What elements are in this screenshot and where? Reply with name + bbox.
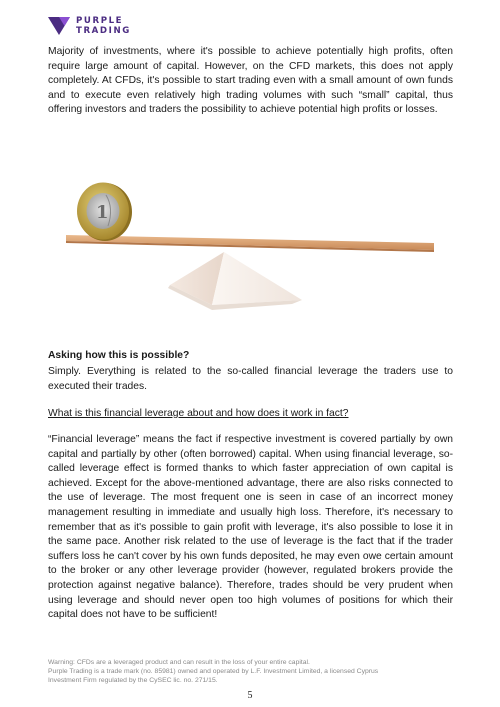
coin-value-text: 1 (96, 202, 109, 223)
intro-paragraph: Majority of investments, where it's possible to achieve potentially high profits, often require large amount of capital. However, on the CFD markets, this does not apply completely. At CFDs, it's possible to start trading even with a small amount of own funds and to execute even relatively high trading volumes with such “small” capital, thus offering investors and traders the possibility to achieve potential high profits or losses. (48, 46, 453, 116)
euro-coin-icon (77, 183, 132, 242)
footer-line-1: Warning: CFDs are a leveraged product and can result in the loss of your entire capital. (48, 659, 310, 666)
logo-line-2: TRADING (76, 26, 131, 36)
fulcrum-shape (168, 252, 302, 310)
section-heading: Asking how this is possible? (48, 350, 190, 361)
footer-line-2: Purple Trading is a trade mark (no. 85981) owned and operated by L.F. Investment Limited, a licensed Cyprus (48, 668, 379, 675)
logo-line-1: PURPLE (76, 16, 124, 26)
section-answer: Simply. Everything is related to the so-called financial leverage the traders use to executed their trades. (48, 366, 453, 392)
logo-text (76, 16, 131, 36)
logo-triangle-icon (48, 17, 70, 35)
section-body: “Financial leverage” means the fact if respective investment is covered partially by own capital and partially by other (often borrowed) capital. When using financial leverage, so-called leverage effect is formed thanks to which faster appreciation of own capital is achieved. Except for the above-mentioned advantage, there are also risks connected to the use of leverage. The most frequent one is seen in case of an incorrect money management resulting in immediate and usually high loss. Therefore, it's necessary to remember that as it's possible to gain profit with leverage, it's also possible to lose it in the same pace. Another risk related to the use of leverage is the fact that if the trader suffers loss he can't cover by his own funds deposited, he may even owe certain amount to the broker or any other leverage provider (however, regulated brokers provide the protection against negative balance). Therefore, trades should be very prudent when using leverage and should never open too high volumes of positions for which their capital does not have to be sufficient! (48, 434, 453, 621)
plank-shape (66, 235, 434, 252)
brand-logo (48, 16, 131, 36)
page-number: 5 (247, 690, 253, 701)
footer-line-3: Investment Firm regulated by the CySEC lic. no. 271/15. (48, 677, 218, 684)
footer-disclaimer (48, 658, 453, 685)
section-subheading: What is this financial leverage about and how does it work in fact? (48, 408, 349, 419)
coin-balance-illustration (62, 180, 442, 310)
